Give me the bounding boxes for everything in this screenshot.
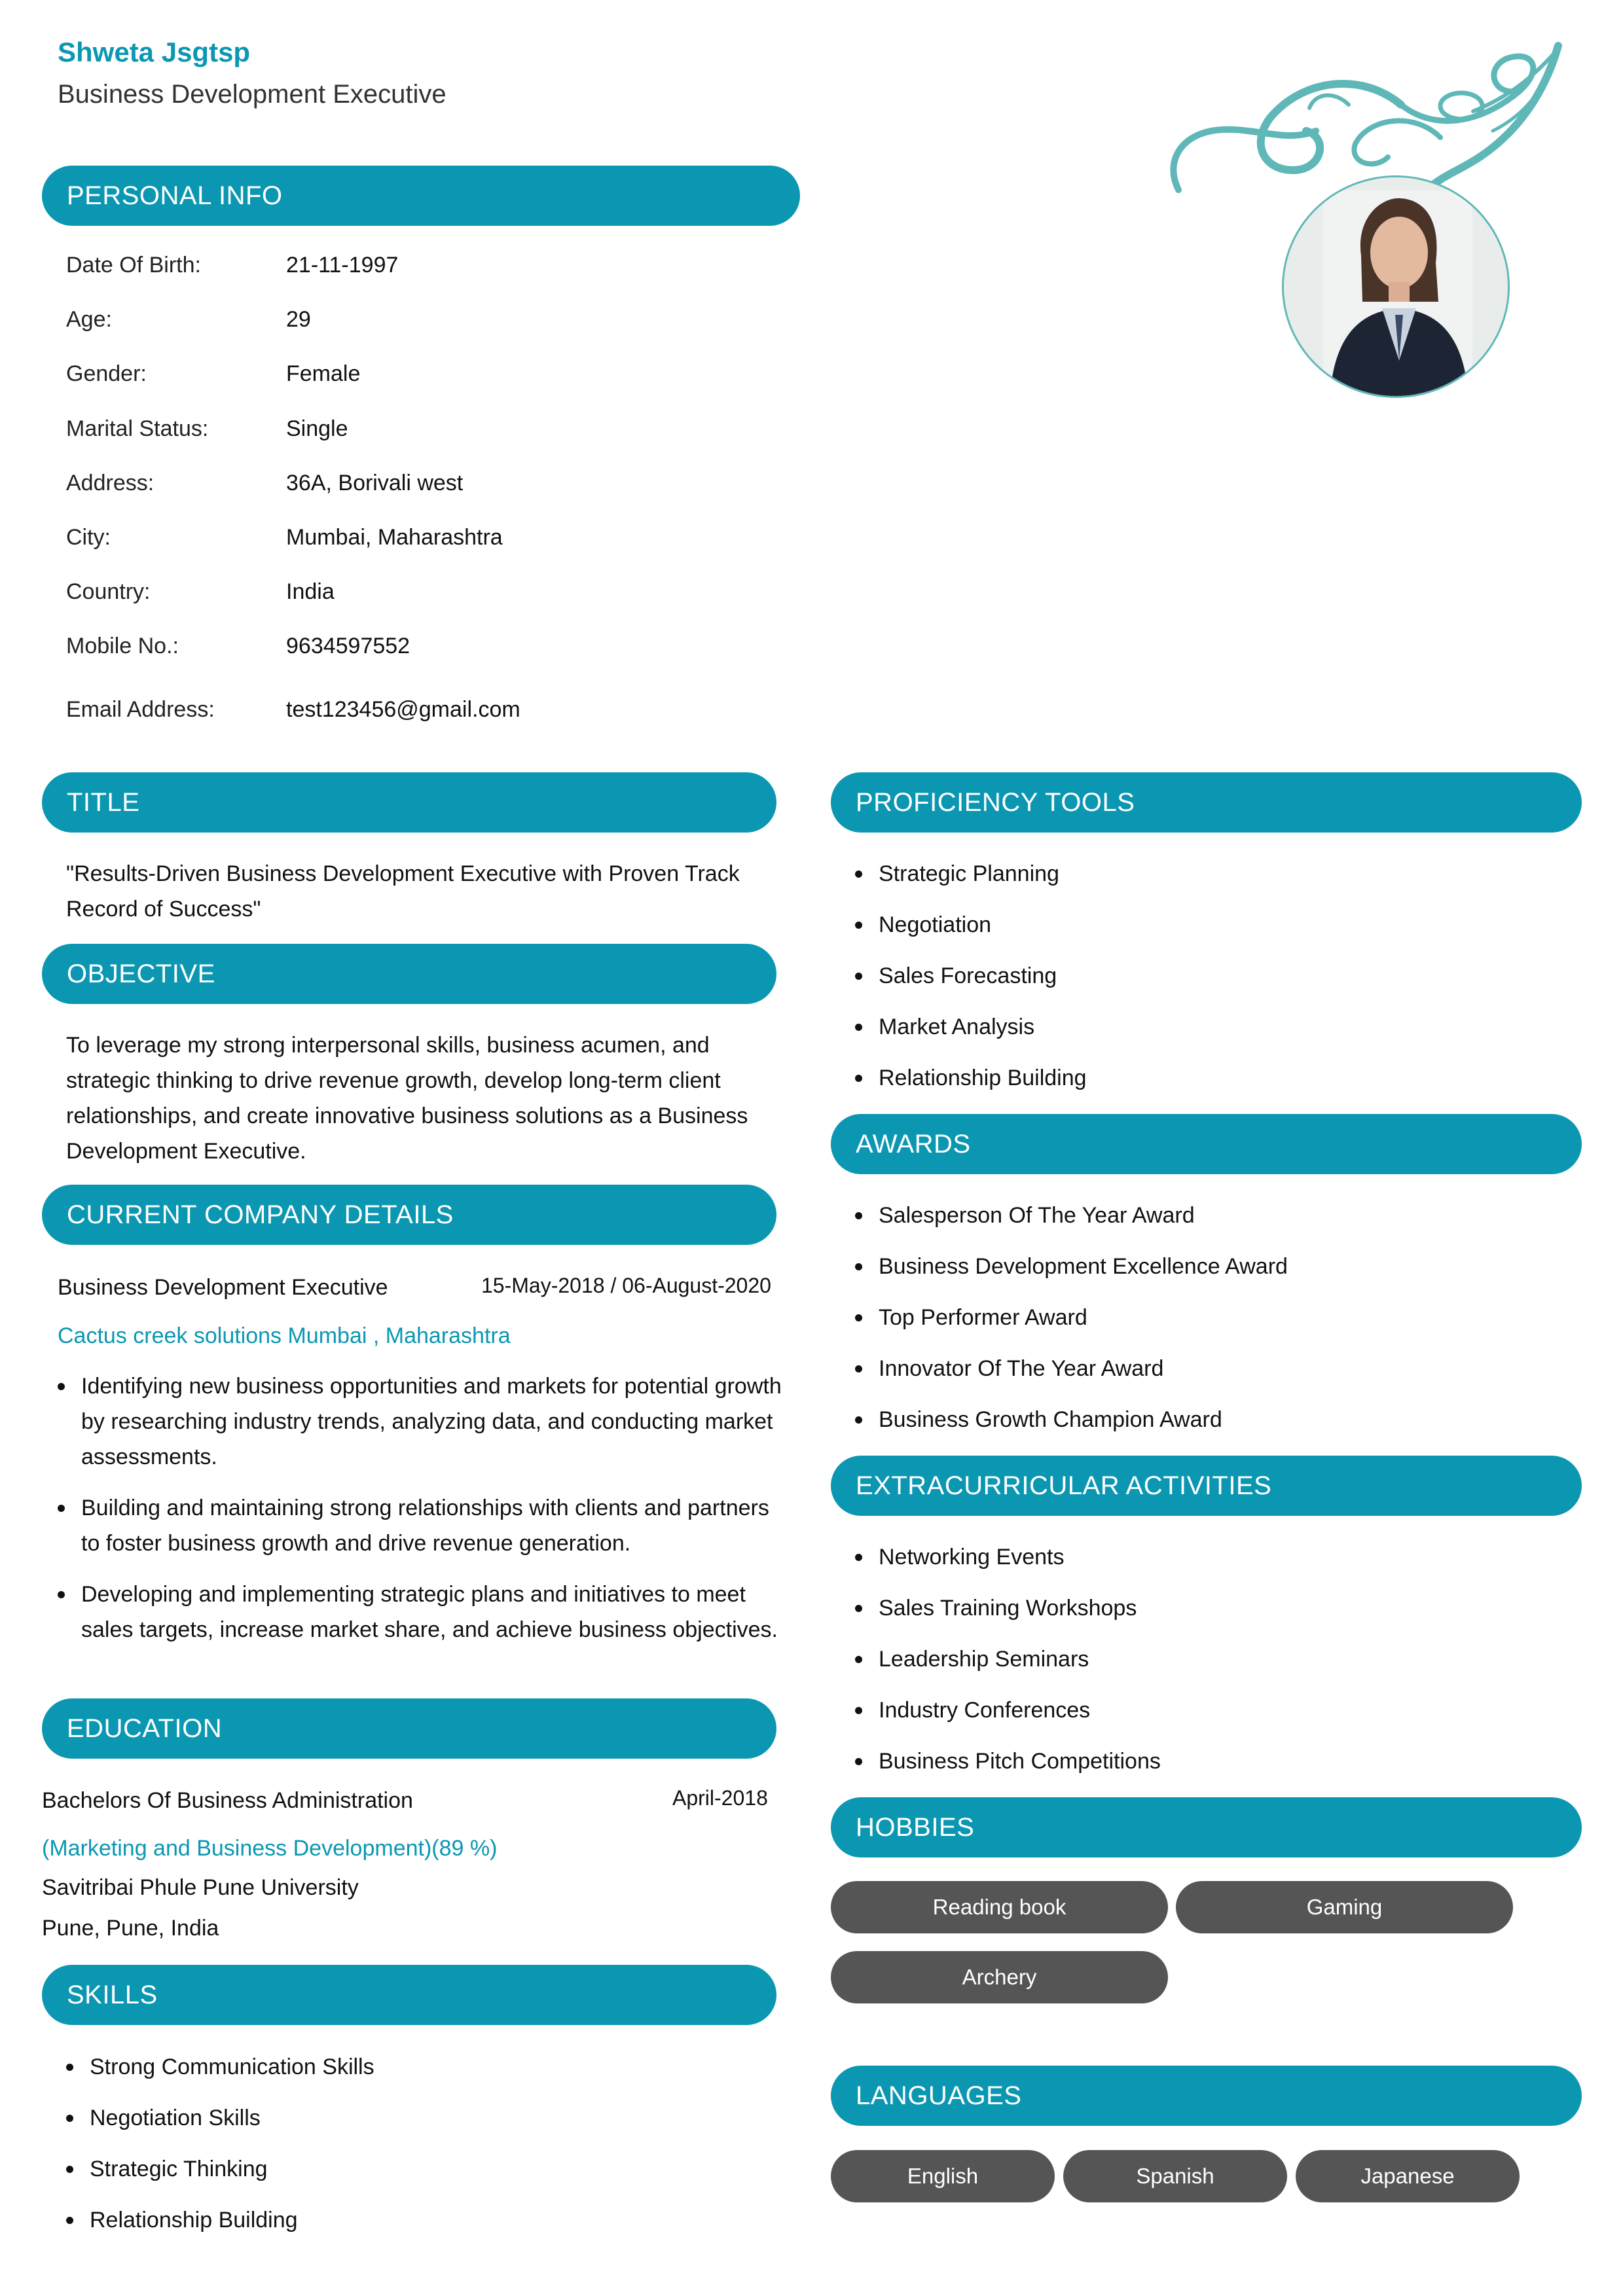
- list-item: Top Performer Award: [855, 1300, 1575, 1335]
- skills-list: [66, 2049, 721, 2238]
- company-responsibilities: [58, 1369, 784, 1647]
- avatar-photo-icon: [1284, 177, 1510, 398]
- company-dates: 15-May-2018 / 06-August-2020: [481, 1274, 771, 1297]
- hobby-pill: Gaming: [1176, 1881, 1513, 1933]
- section-header-company: [42, 1185, 776, 1245]
- proficiency-list: [855, 856, 1575, 1096]
- list-item: Identifying new business opportunities and markets for potential growth by researching industry trends, analyzing data, and conducting market assessments.: [58, 1369, 784, 1475]
- list-item: Market Analysis: [855, 1009, 1575, 1045]
- language-pill: Spanish: [1063, 2150, 1287, 2202]
- section-title: HOBBIES: [856, 1813, 975, 1842]
- info-value: 36A, Borivali west: [286, 471, 464, 495]
- extracurricular-list: [855, 1539, 1575, 1779]
- list-item: Networking Events: [855, 1539, 1575, 1575]
- list-item: Negotiation: [855, 907, 1575, 942]
- info-value: Female: [286, 361, 361, 386]
- education-location: Pune, Pune, India: [42, 1916, 219, 1941]
- info-value: Mumbai, Maharashtra: [286, 525, 503, 550]
- section-title: EDUCATION: [67, 1714, 223, 1743]
- company-name: Cactus creek solutions Mumbai , Maharashtra: [58, 1323, 511, 1348]
- info-label: Email Address:: [66, 697, 215, 722]
- education-degree: Bachelors Of Business Administration: [42, 1788, 413, 1813]
- list-item: Business Development Excellence Award: [855, 1249, 1575, 1284]
- section-header-objective: [42, 944, 776, 1004]
- section-header-skills: [42, 1965, 776, 2025]
- list-item: Negotiation Skills: [66, 2100, 721, 2136]
- info-value: 29: [286, 307, 311, 332]
- company-role: Business Development Executive: [58, 1275, 388, 1300]
- section-title: PROFICIENCY TOOLS: [856, 788, 1135, 817]
- list-item: Strong Communication Skills: [66, 2049, 721, 2085]
- title-statement: "Results-Driven Business Development Executive with Proven Track Record of Success": [66, 861, 740, 922]
- education-date: April-2018: [672, 1786, 768, 1810]
- list-item: Innovator Of The Year Award: [855, 1351, 1575, 1386]
- section-header-title: [42, 772, 776, 833]
- hobby-pill: Reading book: [831, 1881, 1168, 1933]
- list-item: Business Pitch Competitions: [855, 1744, 1575, 1779]
- section-title: AWARDS: [856, 1130, 971, 1158]
- info-value: test123456@gmail.com: [286, 697, 520, 722]
- candidate-job-title: Business Development Executive: [58, 80, 447, 109]
- section-header-proficiency: [831, 772, 1582, 833]
- awards-list: [855, 1198, 1575, 1437]
- language-pill: Japanese: [1296, 2150, 1520, 2202]
- list-item: Relationship Building: [855, 1060, 1575, 1096]
- section-header-education: [42, 1698, 776, 1759]
- section-title: EXTRACURRICULAR ACTIVITIES: [856, 1471, 1272, 1500]
- section-header-hobbies: [831, 1797, 1582, 1857]
- section-title: OBJECTIVE: [67, 960, 215, 988]
- section-title: LANGUAGES: [856, 2081, 1022, 2110]
- list-item: Strategic Thinking: [66, 2151, 721, 2187]
- candidate-name: Shweta Jsgtsp: [58, 37, 251, 67]
- language-pill: English: [831, 2150, 1055, 2202]
- info-label: Mobile No.:: [66, 634, 179, 658]
- section-title: SKILLS: [67, 1981, 158, 2009]
- section-title: TITLE: [67, 788, 140, 817]
- education-specialization: (Marketing and Business Development)(89 %): [42, 1836, 498, 1861]
- info-value: India: [286, 579, 335, 604]
- info-label: Age:: [66, 307, 112, 332]
- section-header-awards: [831, 1114, 1582, 1174]
- section-header-languages: [831, 2066, 1582, 2126]
- list-item: Relationship Building: [66, 2202, 721, 2238]
- education-university: Savitribai Phule Pune University: [42, 1875, 359, 1900]
- hobby-pill: Archery: [831, 1951, 1168, 2003]
- info-label: Address:: [66, 471, 155, 495]
- info-label: Date Of Birth:: [66, 253, 201, 278]
- profile-photo-frame: [1282, 175, 1510, 398]
- section-header-personal-info: [42, 166, 800, 226]
- list-item: Strategic Planning: [855, 856, 1575, 891]
- section-title: CURRENT COMPANY DETAILS: [67, 1200, 454, 1229]
- info-label: City:: [66, 525, 111, 550]
- info-value: 21-11-1997: [286, 253, 399, 278]
- list-item: Sales Forecasting: [855, 958, 1575, 994]
- list-item: Leadership Seminars: [855, 1641, 1575, 1677]
- section-title: PERSONAL INFO: [67, 181, 283, 210]
- list-item: Developing and implementing strategic plans and initiatives to meet sales targets, increase market share, and achieve business objectives.: [58, 1577, 784, 1647]
- section-header-extracurricular: [831, 1456, 1582, 1516]
- objective-text: To leverage my strong interpersonal skills, business acumen, and strategic thinking to drive revenue growth, develop long-term client relationships, and create innovative business solutions as a Business Development Executive.: [66, 1033, 748, 1164]
- info-label: Gender:: [66, 361, 147, 386]
- info-value: Single: [286, 416, 348, 441]
- list-item: Industry Conferences: [855, 1693, 1575, 1728]
- info-label: Marital Status:: [66, 416, 209, 441]
- info-value: 9634597552: [286, 634, 410, 658]
- list-item: Sales Training Workshops: [855, 1590, 1575, 1626]
- info-label: Country:: [66, 579, 151, 604]
- list-item: Business Growth Champion Award: [855, 1402, 1575, 1437]
- list-item: Salesperson Of The Year Award: [855, 1198, 1575, 1233]
- list-item: Building and maintaining strong relationships with clients and partners to foster business growth and drive revenue generation.: [58, 1490, 784, 1561]
